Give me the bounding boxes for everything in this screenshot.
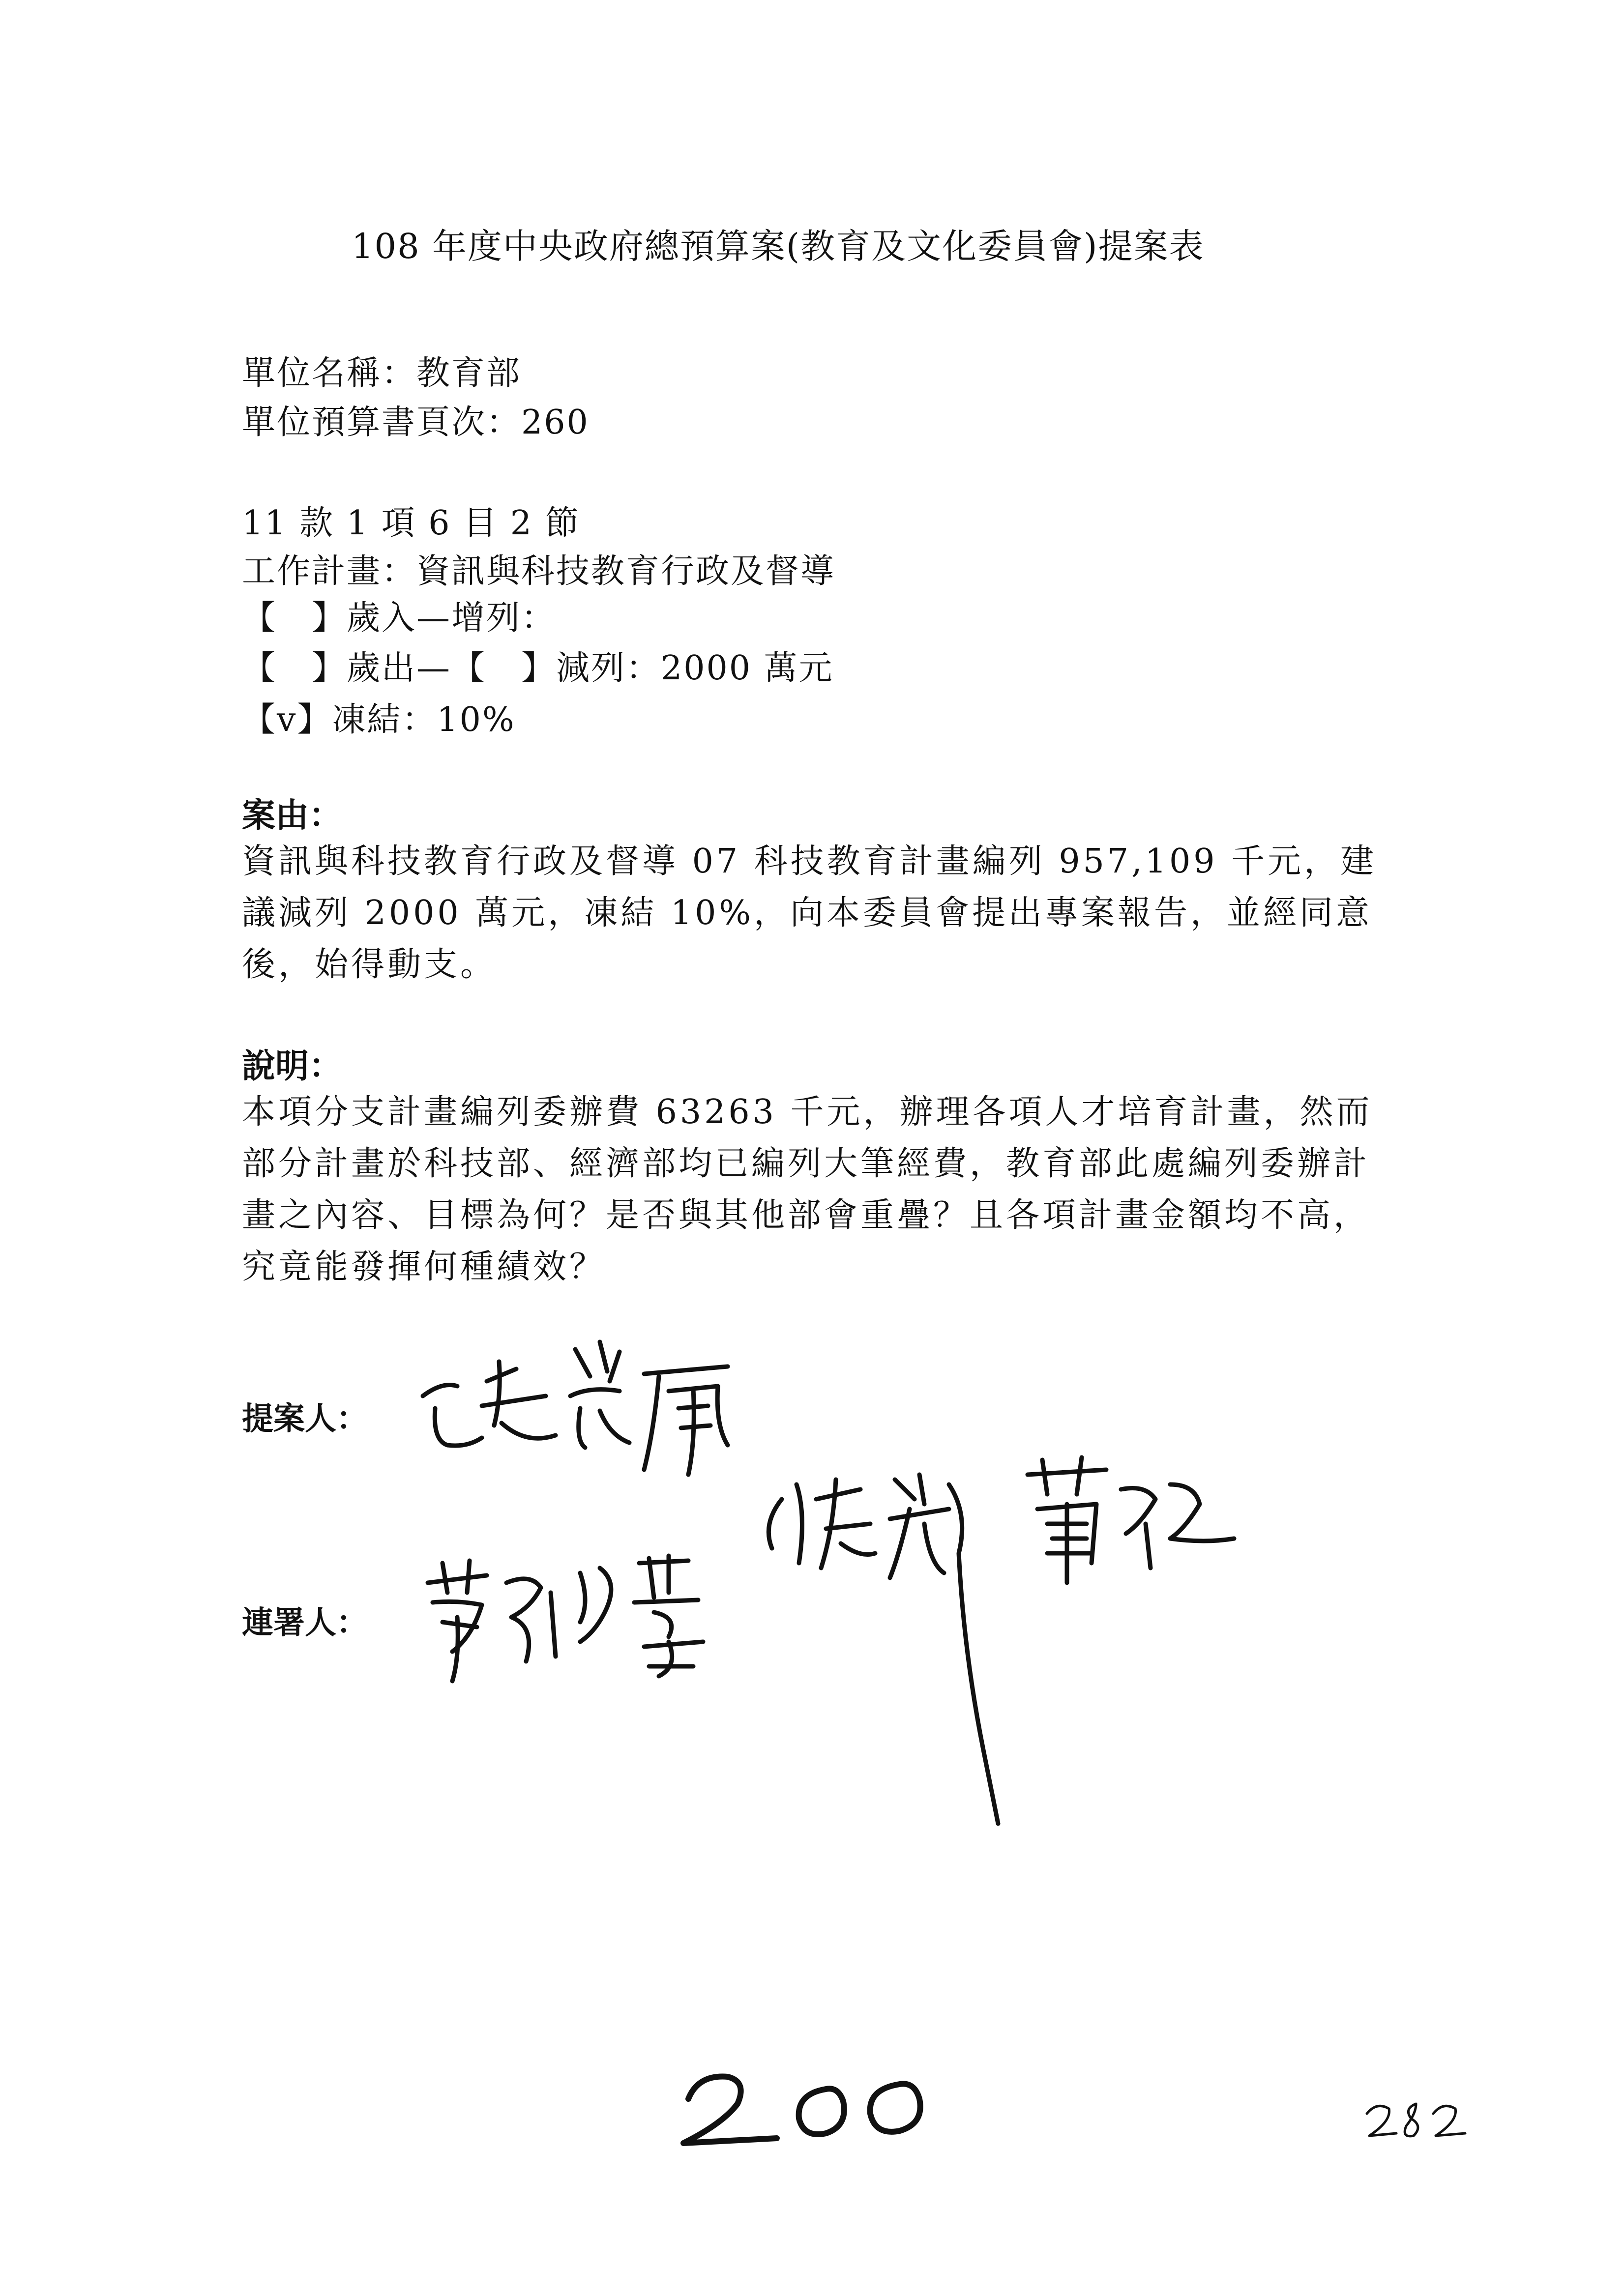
unit-name: 單位名稱：教育部 xyxy=(242,354,522,393)
expenditure-line: 【 】歲出—【 】減列：2000 萬元 xyxy=(242,649,834,688)
budget-page: 單位預算書頁次：260 xyxy=(242,403,590,442)
reason-heading: 案由： xyxy=(242,796,343,835)
explanation-heading: 說明： xyxy=(242,1047,343,1086)
explanation-text: 本項分支計畫編列委辦費 63263 千元，辦理各項人才培育計畫，然而部分計畫於科技部、經濟部均已編列大筆經費，教育部此處編列委辦計畫之內容、目標為何？是否與其他部會重疊？且各項計畫金額均不高，究竟能發揮何種績效？ xyxy=(242,1093,1373,1286)
work-plan: 工作計畫：資訊與科技教育行政及督導 xyxy=(242,552,836,591)
page-number-handwritten xyxy=(679,2064,934,2148)
cosigner-label: 連署人： xyxy=(242,1605,368,1641)
cosigner-signature-2 xyxy=(752,1455,1244,1848)
proposer-label: 提案人： xyxy=(242,1401,368,1437)
cosigner-signature-1 xyxy=(423,1543,728,1691)
proposer-signature xyxy=(413,1322,806,1499)
section-code: 11 款 1 項 6 目 2 節 xyxy=(242,504,580,543)
document-title: 108 年度中央政府總預算案(教育及文化委員會)提案表 xyxy=(352,226,1205,266)
reason-text: 資訊與科技教育行政及督導 07 科技教育計畫編列 957,109 千元，建議減列 2000 萬元，凍結 10%，向本委員會提出專案報告，並經同意後，始得動支。 xyxy=(242,842,1377,984)
freeze-line: 【v】凍結：10% xyxy=(242,700,516,739)
page-number-small xyxy=(1362,2094,1480,2143)
revenue-line: 【 】歲入—增列： xyxy=(242,599,557,638)
